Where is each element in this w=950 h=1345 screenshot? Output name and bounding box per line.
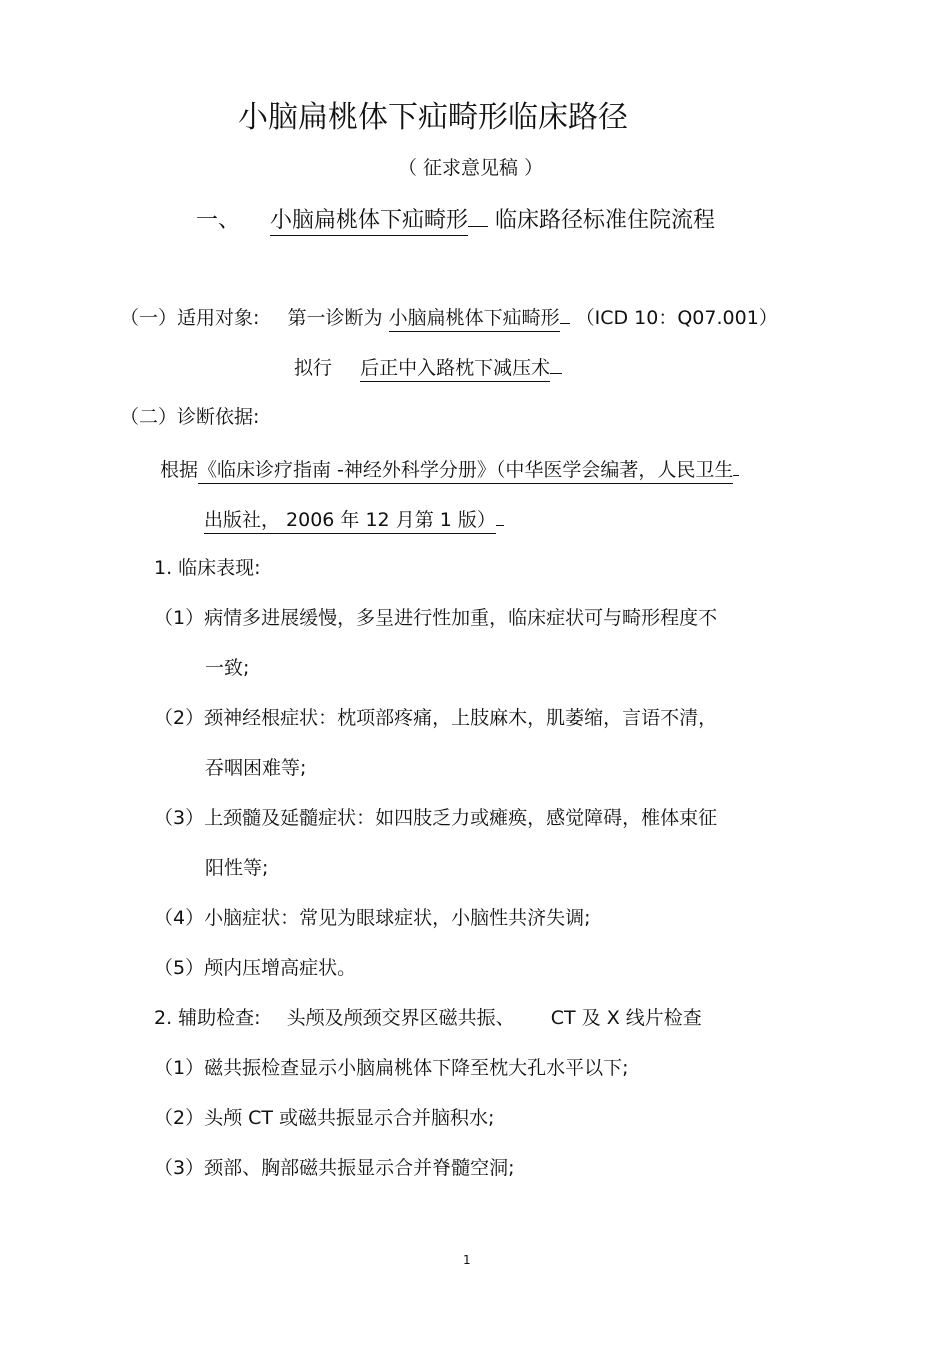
auxiliary-heading-text-a: 头颅及颅颈交界区磁共振、: [286, 1007, 515, 1029]
procedure-name: 后正中入路枕下减压术: [360, 357, 550, 382]
basis-prefix: 根据: [160, 459, 199, 481]
list-item-number: （2）: [154, 1107, 205, 1129]
list-item: [154, 706, 717, 730]
list-item-number: （5）: [154, 957, 205, 979]
icd-code: （ICD 10：Q07.001）: [575, 307, 778, 329]
list-item-continuation: 阳性等;: [205, 857, 269, 879]
part1-label: （一）适用对象:: [120, 307, 260, 329]
auxiliary-heading-label: 2. 辅助检查:: [154, 1007, 261, 1029]
basis-line-2: [204, 508, 504, 532]
list-item-text: 颅内压增高症状。: [204, 957, 357, 979]
list-item-number: （1）: [154, 1057, 205, 1079]
list-item-text: 颈神经根症状：枕项部疼痛，上肢麻木，肌萎缩，言语不清，: [204, 707, 718, 729]
page-number: 1: [463, 1253, 471, 1267]
list-item-text: 颈部、胸部磁共振显示合并脊髓空洞;: [204, 1157, 515, 1179]
planned-procedure-line: [294, 356, 562, 380]
auxiliary-heading: [154, 1006, 702, 1030]
list-item-text: 小脑症状：常见为眼球症状，小脑性共济失调;: [204, 907, 591, 929]
list-item: [154, 1156, 515, 1180]
list-item: [154, 606, 717, 630]
list-item-number: （3）: [154, 1157, 205, 1179]
auxiliary-heading-text-b: CT 及 X 线片检查: [550, 1007, 702, 1029]
basis-line-1: [160, 458, 739, 482]
clinical-heading: 1. 临床表现:: [154, 557, 261, 579]
list-item-number: （2）: [154, 707, 205, 729]
list-item: [154, 1106, 494, 1130]
diagnosis-name: 小脑扁桃体下疝畸形: [389, 307, 560, 332]
basis-reference-1: 《临床诊疗指南 -神经外科学分册》（中华医学会编著，人民卫生: [198, 459, 733, 484]
section-name-rest: 临床路径标准住院流程: [495, 208, 716, 233]
section-name-underlined: 小脑扁桃体下疝畸形: [270, 208, 468, 236]
list-item-continuation: 一致;: [205, 657, 250, 679]
list-item-number: （4）: [154, 907, 205, 929]
document-subtitle: （ 征求意见稿 ）: [398, 157, 544, 179]
list-item: [154, 806, 717, 830]
section-number: 一、: [196, 208, 241, 233]
document-title: 小脑扁桃体下疝畸形临床路径: [238, 100, 628, 135]
list-item-text: 上颈髓及延髓症状：如四肢乏力或瘫痪，感觉障碍，椎体束征: [204, 807, 718, 829]
basis-reference-2: 出版社， 2006 年 12 月第 1 版）: [204, 509, 496, 534]
list-item: [154, 1056, 629, 1080]
list-item-continuation: 吞咽困难等;: [205, 757, 307, 779]
applicable-subject-line: [120, 306, 778, 330]
list-item-number: （3）: [154, 807, 205, 829]
section-heading-1: [196, 207, 715, 235]
list-item-text: 病情多进展缓慢，多呈进行性加重，临床症状可与畸形程度不: [204, 607, 718, 629]
part2-label: （二）诊断依据:: [120, 406, 260, 428]
list-item-text: 磁共振检查显示小脑扁桃体下降至枕大孔水平以下;: [204, 1057, 629, 1079]
plan-label: 拟行: [294, 357, 333, 379]
list-item-number: （1）: [154, 607, 205, 629]
list-item-text: 头颅 CT 或磁共振显示合并脑积水;: [204, 1107, 495, 1129]
list-item: [154, 956, 356, 980]
diagnosis-prefix: 第一诊断为: [287, 307, 383, 329]
list-item: [154, 906, 591, 930]
